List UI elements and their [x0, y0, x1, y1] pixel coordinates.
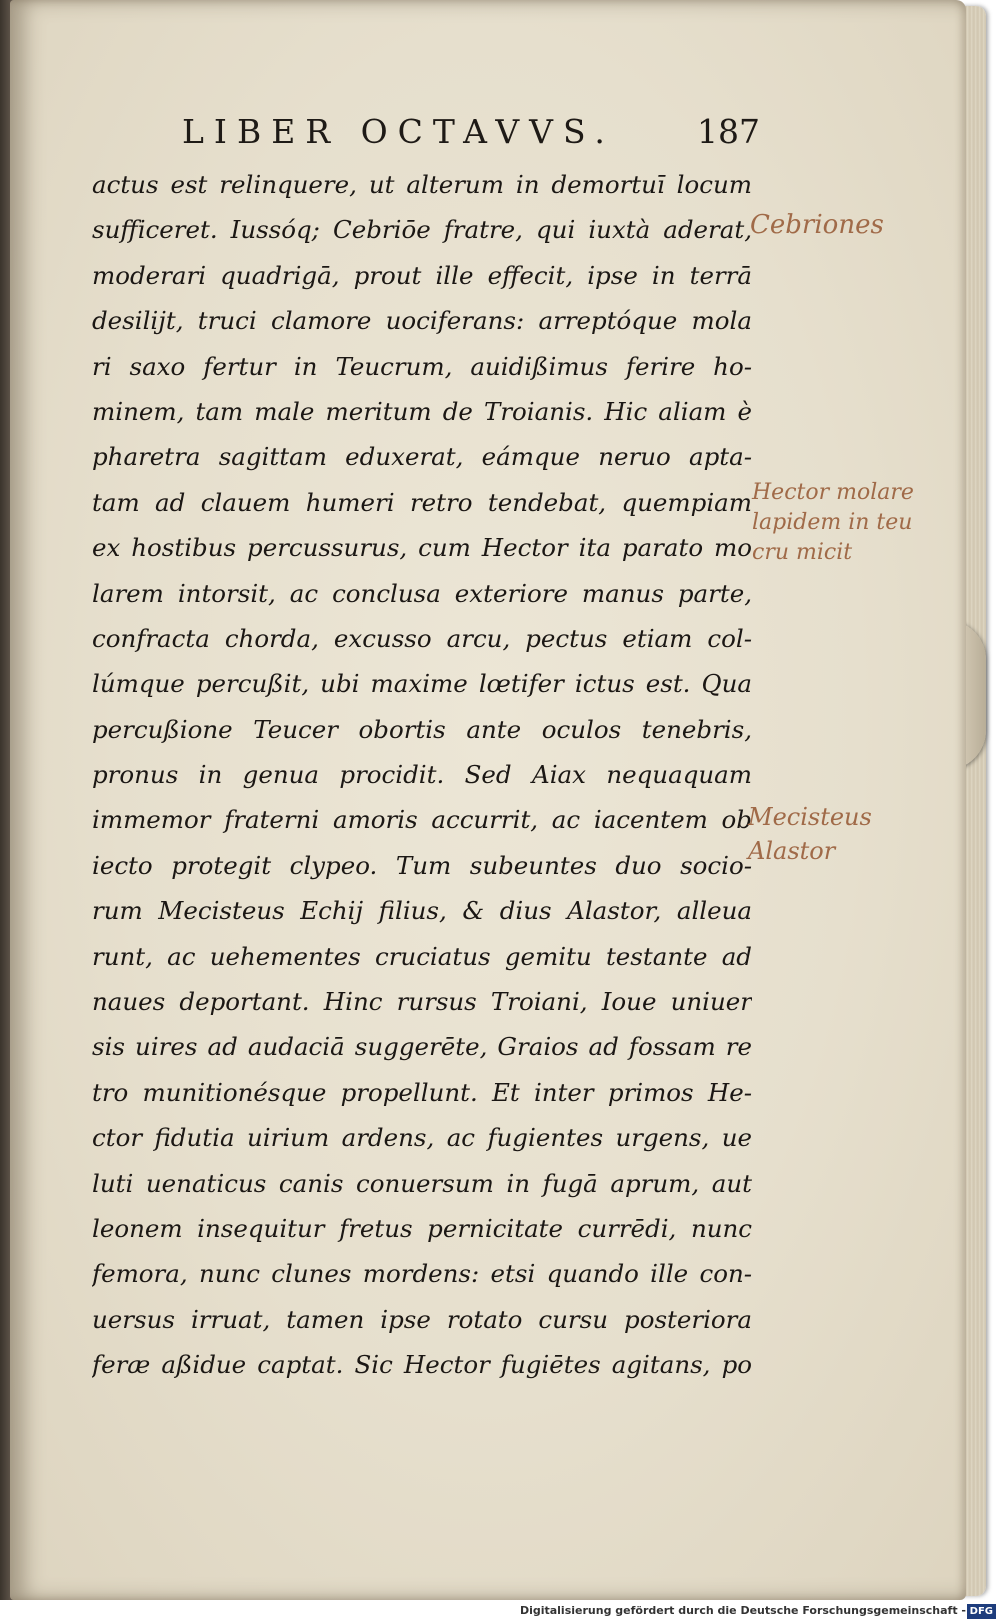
marginal-note-line: lapidem in teu	[752, 510, 913, 535]
text-line: confracta chorda, excusso arcu, pectus etiam col-	[92, 623, 752, 653]
page-number: 187	[697, 112, 760, 151]
text-line: uersus irruat, tamen ipse rotato cursu posteriora	[92, 1304, 752, 1334]
marginal-note-line: Alastor	[748, 837, 836, 865]
text-line: pharetra sagittam eduxerat, eámque neruo apta-	[92, 442, 752, 472]
text-line: immemor fraterni amoris accurrit, ac iacentem ob	[92, 805, 752, 835]
text-line: femora, nunc clunes mordens: etsi quando ille con-	[92, 1259, 752, 1289]
text-line: tam ad clauem humeri retro tendebat, quempiam	[92, 487, 752, 517]
text-line: ex hostibus percussurus, cum Hector ita parato mo	[92, 533, 752, 563]
text-line: naues deportant. Hinc rursus Troiani, Ioue uniuer	[92, 987, 752, 1017]
marginal-note-hector	[752, 478, 914, 568]
text-line: ri saxo fertur in Teucrum, auidißimus ferire ho-	[92, 351, 752, 381]
text-line: minem, tam male meritum de Troianis. Hic aliam è	[92, 396, 752, 426]
body-text	[92, 162, 752, 1388]
text-line: runt, ac uehementes cruciatus gemitu testante ad	[92, 941, 752, 971]
text-line: lúmque percußit, ubi maxime lœtifer ictus est. Qua	[92, 669, 752, 699]
text-line: larem intorsit, ac conclusa exteriore manus parte,	[92, 578, 752, 608]
marginal-note-line: cru micit	[752, 540, 853, 565]
running-head	[150, 112, 760, 156]
text-line: ctor fidutia uirium ardens, ac fugientes urgens, ue	[92, 1123, 752, 1153]
text-line: iecto protegit clypeo. Tum subeuntes duo socio-	[92, 850, 752, 880]
text-line: leonem insequitur fretus pernicitate currēdi, nunc	[92, 1213, 752, 1243]
text-line: desilijt, truci clamore uociferans: arreptóque mola	[92, 306, 752, 336]
text-line: rum Mecisteus Echij filius, & dius Alastor, alleua	[92, 896, 752, 926]
text-line: tro munitionésque propellunt. Et inter primos He-	[92, 1077, 752, 1107]
text-line: percußione Teucer obortis ante oculos tenebris,	[92, 714, 752, 744]
marginal-note-mecisteus	[748, 800, 872, 868]
marginal-note-line: Hector molare	[752, 480, 914, 505]
text-line: actus est relinquere, ut alterum in demortuī locum	[92, 170, 752, 199]
text-line: sufficeret. Iussóq; Cebriōe fratre, qui iuxtà aderat,	[92, 215, 752, 245]
text-line: moderari quadrigā, prout ille effecit, ipse in terrā	[92, 260, 752, 290]
text-line: sis uires ad audaciā suggerēte, Graios ad fossam re	[92, 1032, 752, 1062]
dfg-logo: DFG	[967, 1604, 996, 1619]
text-line: pronus in genua procidit. Sed Aiax nequaquam	[92, 760, 752, 790]
running-title: LIBER OCTAVVS.	[182, 112, 615, 151]
marginal-note-cebriones: Cebriones	[750, 210, 884, 240]
digitization-credit: Digitalisierung gefördert durch die Deutsche Forschungsgemeinschaft -	[519, 1604, 966, 1617]
marginal-note-line: Mecisteus	[748, 803, 872, 831]
text-line: luti uenaticus canis conuersum in fugā aprum, aut	[92, 1168, 752, 1198]
text-line: feræ aßidue captat. Sic Hector fugiētes agitans, po	[92, 1350, 752, 1380]
